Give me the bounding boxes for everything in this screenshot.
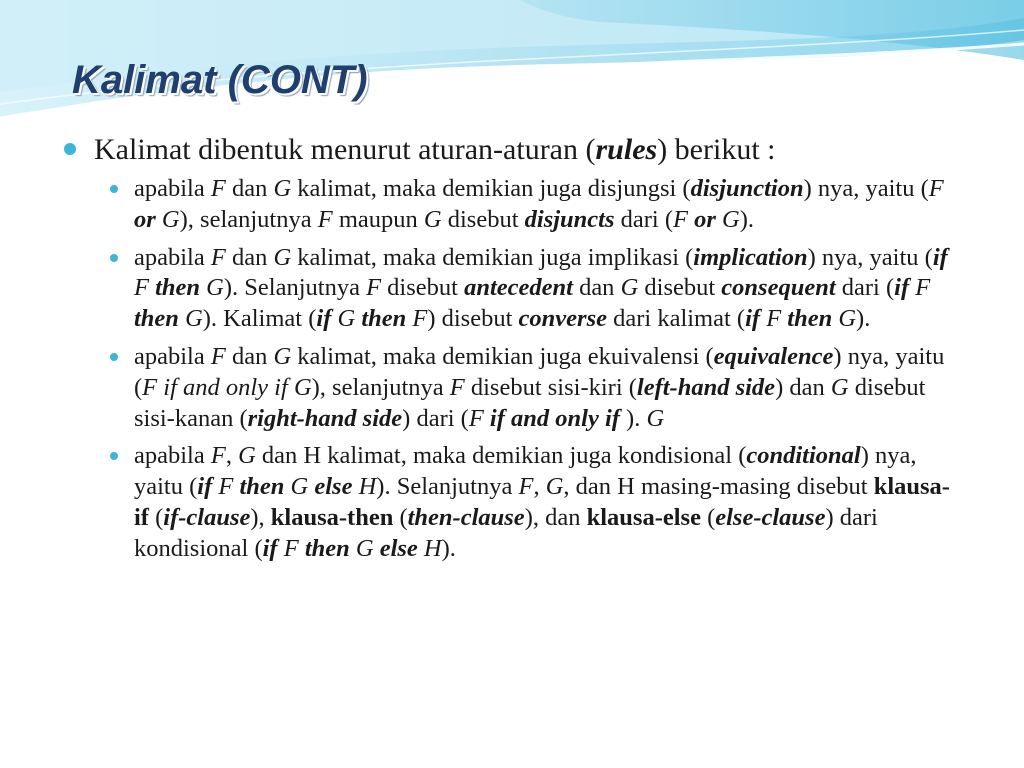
term-klausa-else: klausa-else <box>586 503 701 531</box>
term-klausa-then: klausa-then <box>270 503 394 531</box>
term-implication: implication <box>693 243 808 271</box>
term-equivalence: equivalence <box>713 342 834 370</box>
main-bullet-text-end: ) berikut : <box>657 133 776 166</box>
bullet-icon <box>110 353 118 361</box>
term-antecedent: antecedent <box>464 274 573 302</box>
bullet-icon <box>110 254 118 262</box>
main-bullet-text: Kalimat dibentuk menurut aturan-aturan ( <box>94 133 596 166</box>
term-klausa-if: klausa-if <box>134 473 950 531</box>
rules-term: rules <box>595 133 658 166</box>
slide-title: Kalimat (CONT) <box>72 58 368 102</box>
list-item-implication: apabila F dan G kalimat, maka demikian juga implikasi (implication) nya, yaitu (if F then G). Selanjutnya F disebut antecedent dan G disebut consequent dari (if F then G). Kalimat (if G then F) disebut converse dari kalimat (if F then G). <box>106 243 956 335</box>
term-converse: converse <box>518 305 607 333</box>
bullet-icon <box>64 143 76 155</box>
term-consequent: consequent <box>721 274 836 302</box>
var-g: G <box>273 175 292 202</box>
bullet-icon <box>110 452 118 460</box>
list-item-conditional: apabila F, G dan H kalimat, maka demikian juga kondisional (conditional) nya, yaitu (if F then G else H). Selanjutnya F, G, dan H masing-masing disebut klausa-if (if-clause), klausa-then (then-clause), dan klausa-else (else-clause) dari kondisional (if F then G else H). <box>106 441 956 564</box>
term-left-hand-side: left-hand side <box>636 373 776 401</box>
var-f: F <box>210 175 226 202</box>
term-disjuncts: disjuncts <box>524 205 615 233</box>
var-h: H <box>358 473 377 501</box>
main-bullet <box>64 132 964 168</box>
rules-list <box>106 174 956 572</box>
term-right-hand-side: right-hand side <box>247 404 403 432</box>
term-conditional: conditional <box>746 442 861 470</box>
bullet-icon <box>110 185 118 193</box>
list-item-disjunction: apabila F dan G kalimat, maka demikian juga disjungsi (disjunction) nya, yaitu (F or G), selanjutnya F maupun G disebut disjuncts dari (F or G). <box>106 174 956 236</box>
list-item-equivalence: apabila F dan G kalimat, maka demikian juga ekuivalensi (equivalence) nya, yaitu (F if and only if G), selanjutnya F disebut sisi-kiri (left-hand side) dan G disebut sisi-kanan (right-hand side) dari (F if and only if ). G <box>106 342 956 434</box>
term-disjunction: disjunction <box>690 175 804 202</box>
